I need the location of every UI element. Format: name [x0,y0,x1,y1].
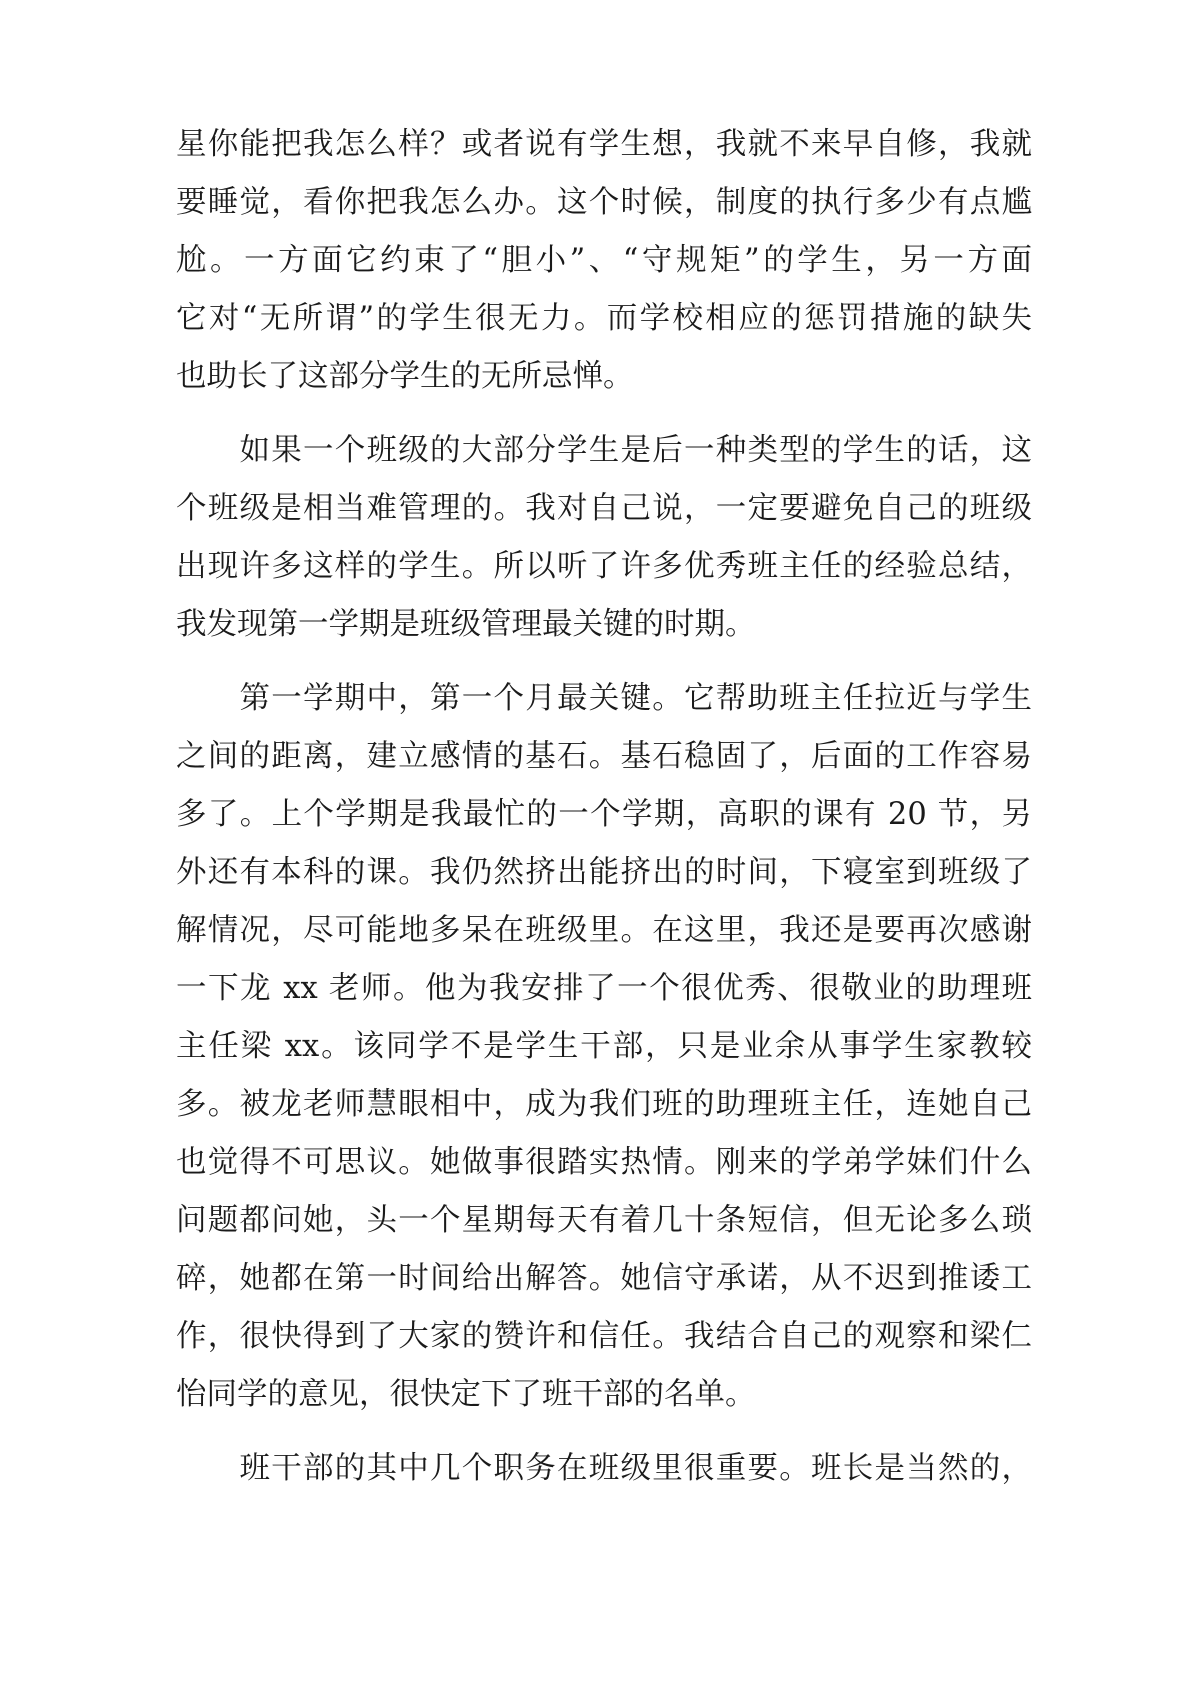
text-line: 个班级是相当难管理的。我对自己说，一定要避免自己的班级 [176,491,1032,526]
text-line: 怡同学的意见，很快定下了班干部的名单。 [176,1377,756,1412]
text-line: 问题都问她，头一个星期每天有着几十条短信，但无论多么琐 [176,1203,1032,1238]
paragraph-3 [176,670,1032,1424]
text-line: 第一学期中，第一个月最关键。它帮助班主任拉近与学生 [176,681,1032,716]
text-line: 班干部的其中几个职务在班级里很重要。班长是当然的， [176,1451,1032,1486]
paragraph-gap [176,1424,1032,1440]
paragraph-4 [176,1440,1032,1498]
text-line: 要睡觉，看你把我怎么办。这个时候，制度的执行多少有点尴 [176,185,1032,220]
text-line: 多。被龙老师慧眼相中，成为我们班的助理班主任，连她自己 [176,1087,1032,1122]
text-line: 外还有本科的课。我仍然挤出能挤出的时间，下寝室到班级了 [176,855,1032,890]
text-line: 如果一个班级的大部分学生是后一种类型的学生的话，这 [176,433,1032,468]
text-line: 一下龙 xx 老师。他为我安排了一个很优秀、很敬业的助理班 [176,971,1032,1006]
text-line: 之间的距离，建立感情的基石。基石稳固了，后面的工作容易 [176,739,1032,774]
text-line: 它对“无所谓”的学生很无力。而学校相应的惩罚措施的缺失 [176,301,1032,336]
paragraph-2 [176,422,1032,654]
paragraph-gap [176,406,1032,422]
text-line: 出现许多这样的学生。所以听了许多优秀班主任的经验总结， [176,549,1032,584]
document-body [176,116,1032,1498]
text-line: 也助长了这部分学生的无所忌惮。 [176,359,634,394]
paragraph-gap [176,654,1032,670]
text-line: 多了。上个学期是我最忙的一个学期，高职的课有 20 节，另 [176,797,1032,832]
text-line: 主任梁 xx。该同学不是学生干部，只是业余从事学生家教较 [176,1029,1032,1064]
text-line: 也觉得不可思议。她做事很踏实热情。刚来的学弟学妹们什么 [176,1145,1032,1180]
text-line: 我发现第一学期是班级管理最关键的时期。 [176,607,756,642]
text-line: 解情况，尽可能地多呆在班级里。在这里，我还是要再次感谢 [176,913,1032,948]
text-line: 星你能把我怎么样？或者说有学生想，我就不来早自修，我就 [176,127,1032,162]
text-line: 尬。一方面它约束了“胆小”、“守规矩”的学生，另一方面 [176,243,1032,278]
paragraph-1 [176,116,1032,406]
text-line: 作，很快得到了大家的赞许和信任。我结合自己的观察和梁仁 [176,1319,1032,1354]
text-line: 碎，她都在第一时间给出解答。她信守承诺，从不迟到推诿工 [176,1261,1032,1296]
